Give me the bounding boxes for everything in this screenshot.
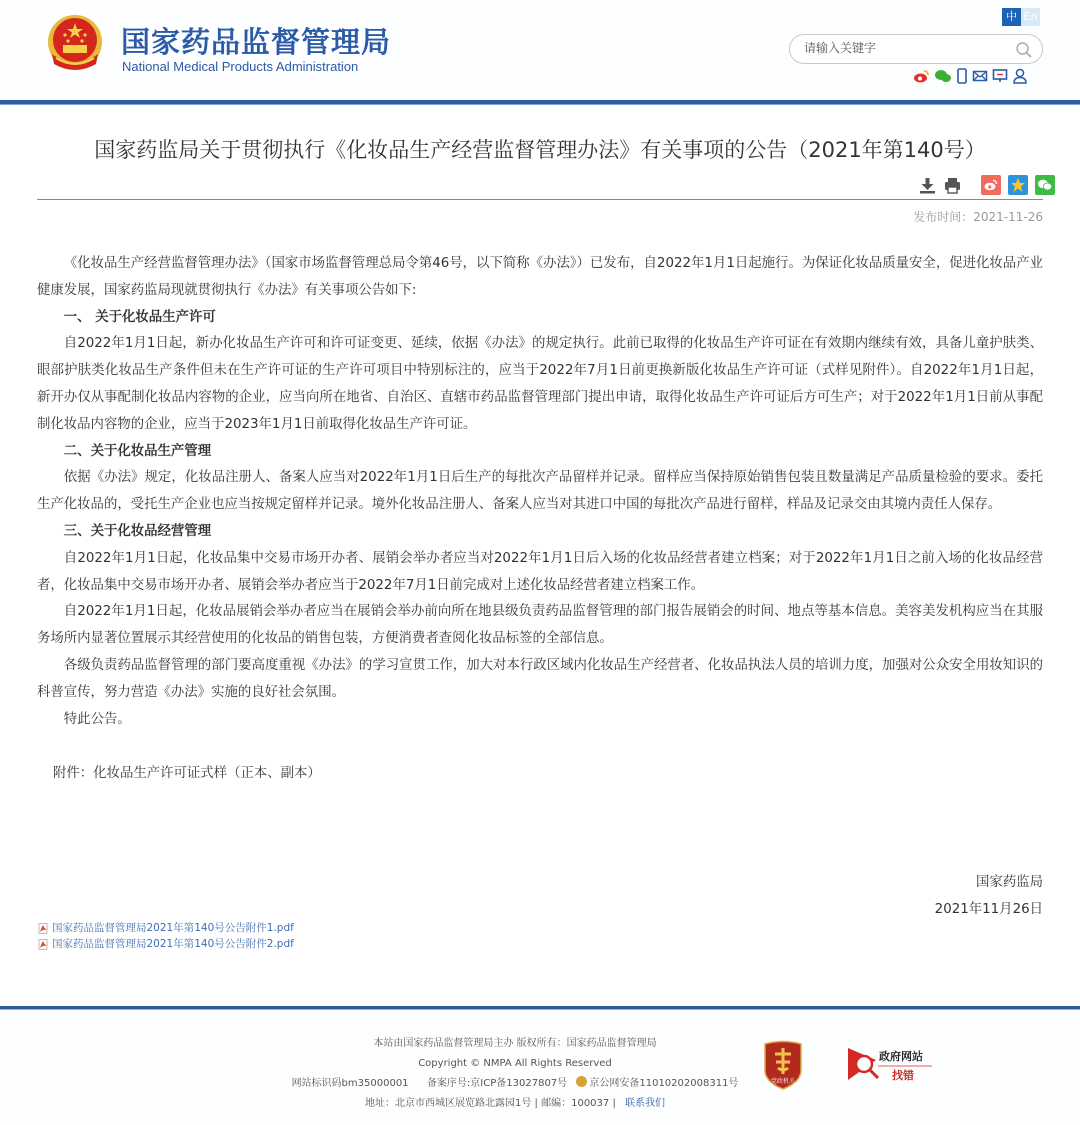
footer-registration: [280, 1074, 750, 1094]
badge2-line1: 政府网站: [879, 1050, 923, 1063]
site-logo-chinese[interactable]: 国家药品监督管理局: [121, 25, 392, 59]
closing-paragraph: 特此公告。: [63, 711, 131, 727]
paragraph: 自2022年1月1日起，新办化妆品生产许可和许可证变更、延续，依据《办法》的规定执行。此前已取得的化妆品生产许可证在有效期内继续有效，具备儿童护肤类、眼部护肤类化妆品生产条件但未在生产许可证的生产许可项目中特别标注的，应当于2022年7月1日前更换新版化妆品生产许可证（式样见附件）。自2022年1月1日起，新开办仅从事配制化妆品内容物的企业，应当向所在地省、自治区、直辖市药品监督管理部门提出申请，取得化妆品生产许可证后方可生产；对于2022年1月1日前从事配制化妆品内容物的企业，应当于2023年1月1日前取得化妆品生产许可证。: [37, 336, 1043, 432]
publish-label: 发布时间：: [913, 210, 974, 224]
sign-date: 2021年11月26日: [934, 902, 1043, 917]
section-heading-1: 一、 关于化妆品生产许可: [63, 309, 216, 325]
article-title: 国家药监局关于贯彻执行《化妆品生产经营监督管理办法》有关事项的公告（2021年第140号）: [94, 138, 986, 162]
national-emblem-icon: [46, 14, 104, 76]
user-icon[interactable]: [1012, 68, 1028, 84]
section-heading-3: 三、关于化妆品经营管理: [63, 523, 212, 539]
pdf-icon: [38, 939, 49, 950]
icp-link[interactable]: 备案序号:京ICP备13027807号: [426, 1078, 568, 1089]
site-header: [0, 0, 1080, 100]
share-qzone-button[interactable]: [1008, 175, 1028, 195]
download-icon[interactable]: [918, 176, 937, 195]
message-icon[interactable]: [992, 68, 1008, 84]
title-divider: [37, 199, 1043, 200]
search-icon[interactable]: [1015, 41, 1033, 59]
language-switcher: [1002, 8, 1040, 26]
search-box: [789, 34, 1043, 64]
print-icon[interactable]: [943, 176, 962, 195]
share-wechat-button[interactable]: [1035, 175, 1055, 195]
paragraph: 依据《办法》规定，化妆品注册人、备案人应当对2022年1月1日后生产的每批次产品留样并记录。留样应当保持原始销售包装且数量满足产品质量检验的要求。委托生产化妆品的，受托生产企业也应当按规定留样并记录。境外化妆品注册人、备案人应当对其进口中国的每批次产品进行留样，样品及记录交由其境内责任人保存。: [37, 470, 1043, 513]
attachment-note: 附件：化妆品生产许可证式样（正本、副本）: [53, 766, 321, 781]
party-government-badge-icon[interactable]: [762, 1040, 804, 1090]
header-divider-accent: [0, 104, 1080, 105]
paragraph: 自2022年1月1日起，化妆品集中交易市场开办者、展销会举办者应当对2022年1月1日后入场的化妆品经营者建立档案；对于2022年1月1日之前入场的化妆品经营者，化妆品集中交易市场开办者、展销会举办者应当于2022年7月1日前完成对上述化妆品经营者建立档案工作。: [37, 550, 1043, 593]
article-body: [37, 251, 1043, 733]
site-footer: [0, 1010, 1080, 1125]
search-input[interactable]: [804, 41, 1004, 55]
paragraph-intro: 《化妆品生产经营监督管理办法》（国家市场监督管理总局令第46号，以下简称《办法》）已发布，自2022年1月1日起施行。为保证化妆品质量安全，促进化妆品产业健康发展，国家药监局现就贯彻执行《办法》有关事项公告如下:: [37, 256, 1043, 298]
gov-website-error-report[interactable]: [846, 1044, 934, 1084]
footer-text: [280, 1034, 750, 1114]
article-toolbar: [918, 175, 1055, 195]
site-logo-english[interactable]: National Medical Products Administration: [122, 59, 359, 74]
share-wechat-icon: [1037, 178, 1053, 192]
site-id: 网站标识码bm35000001: [291, 1078, 409, 1089]
wechat-icon[interactable]: [934, 68, 952, 84]
attachment-link-1[interactable]: [38, 920, 294, 936]
police-badge-icon: [576, 1076, 587, 1087]
share-qzone-icon: [1010, 177, 1026, 193]
badge2-line2: 找错: [892, 1069, 914, 1082]
attachment-name: 国家药品监督管理局2021年第140号公告附件2.pdf: [52, 938, 294, 950]
svg-text:党政机关: 党政机关: [770, 1078, 796, 1085]
footer-sponsor: 本站由国家药品监督管理局主办 版权所有：国家药品监督管理局: [373, 1038, 657, 1049]
attachment-link-2[interactable]: [38, 936, 294, 952]
social-links: [913, 68, 1028, 84]
paragraph: 自2022年1月1日起，化妆品展销会举办者应当在展销会举办前向所在地县级负责药品监督管理的部门报告展销会的时间、地点等基本信息。美容美发机构应当在其服务场所内显著位置展示其经营使用的化妆品的销售包装，方便消费者查阅化妆品标签的全部信息。: [37, 604, 1043, 647]
signer: 国家药监局: [976, 875, 1043, 890]
lang-chinese-button[interactable]: 中: [1002, 8, 1021, 26]
pdf-icon: [38, 923, 49, 934]
attachment-list: [38, 920, 294, 952]
share-weibo-button[interactable]: [981, 175, 1001, 195]
mobile-icon[interactable]: [956, 68, 968, 84]
police-record-link[interactable]: 京公网安备11010202008311号: [589, 1078, 739, 1089]
section-heading-2: 二、关于化妆品生产管理: [63, 443, 212, 459]
share-weibo-icon: [984, 179, 998, 191]
lang-english-button[interactable]: En: [1021, 8, 1040, 26]
weibo-icon[interactable]: [913, 68, 930, 84]
attachment-name: 国家药品监督管理局2021年第140号公告附件1.pdf: [52, 922, 294, 934]
signature-block: [935, 869, 1043, 923]
footer-address-row: [280, 1094, 750, 1114]
publish-time: [913, 208, 1043, 225]
mail-icon[interactable]: [972, 68, 988, 84]
footer-copyright: Copyright © NMPA All Rights Reserved: [418, 1058, 612, 1069]
footer-address: 地址：北京市西城区展览路北露园1号 | 邮编：100037 |: [365, 1098, 616, 1109]
contact-us-link[interactable]: 联系我们: [625, 1098, 665, 1109]
paragraph: 各级负责药品监督管理的部门要高度重视《办法》的学习宣贯工作，加大对本行政区域内化妆品生产经营者、化妆品执法人员的培训力度，加强对公众安全用妆知识的科普宣传，努力营造《办法》实施的良好社会氛围。: [37, 657, 1043, 700]
publish-date: 2021-11-26: [973, 210, 1043, 224]
